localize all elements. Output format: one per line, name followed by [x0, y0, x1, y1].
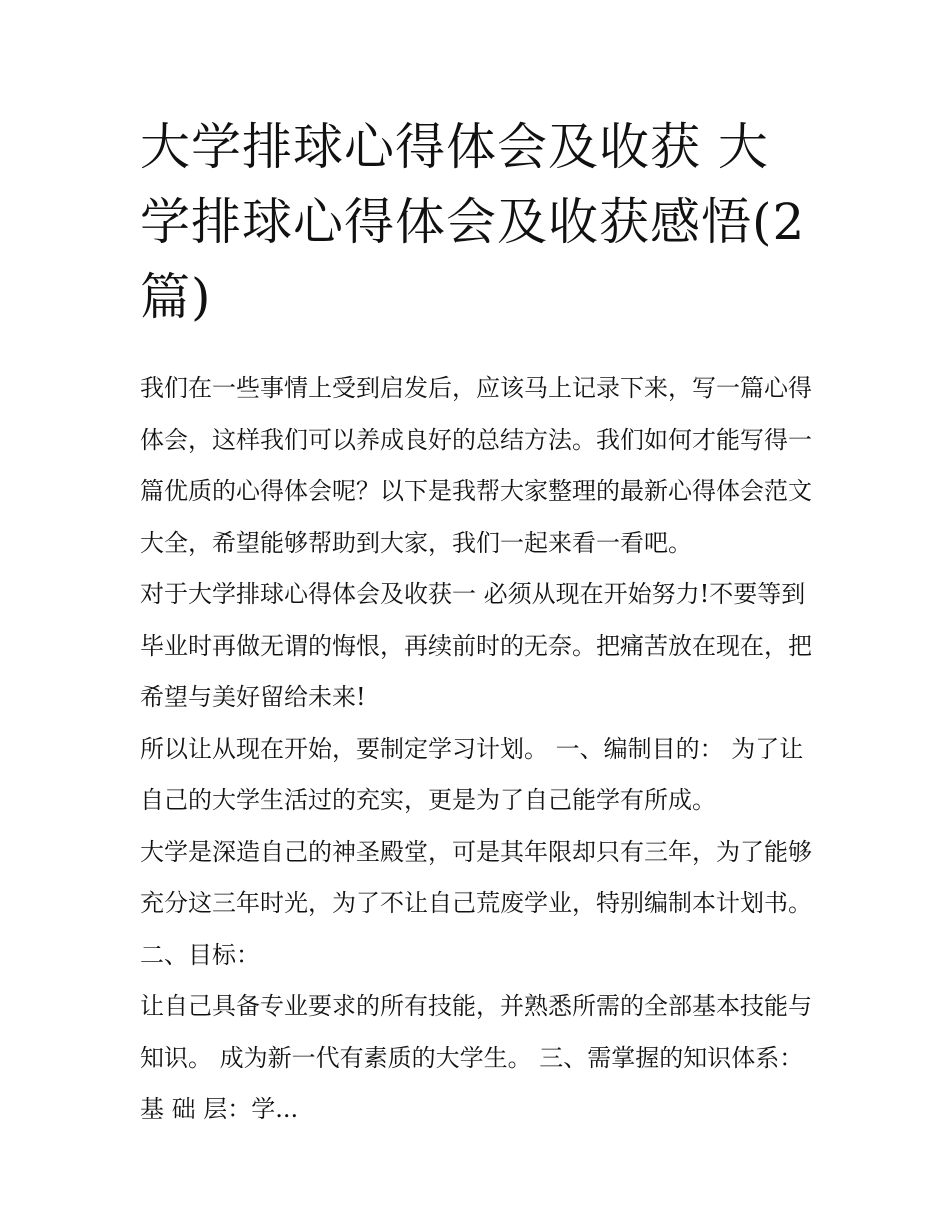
- paragraph-goals: 让自己具备专业要求的所有技能，并熟悉所需的全部基本技能与知识。 成为新一代有素质的大学生。 三、需掌握的知识体系： 基 础 层：学...: [140, 992, 812, 1123]
- document-body: [140, 363, 815, 1136]
- paragraph-intro: 我们在一些事情上受到启发后，应该马上记录下来，写一篇心得体会，这样我们可以养成良好的总结方法。我们如何才能写得一篇优质的心得体会呢？以下是我帮大家整理的最新心得体会范文大全，希望能够帮助到大家，我们一起来看一看吧。: [140, 374, 812, 557]
- document-title: 大学排球心得体会及收获 大学排球心得体会及收获感悟(2篇): [140, 118, 806, 326]
- paragraph-section-one: 对于大学排球心得体会及收获一 必须从现在开始努力!不要等到毕业时再做无谓的悔恨，再续前时的无奈。把痛苦放在现在，把希望与美好留给未来!: [140, 580, 812, 711]
- document-page: [140, 110, 815, 1136]
- paragraph-university: 大学是深造自己的神圣殿堂，可是其年限却只有三年，为了能够充分这三年时光，为了不让自己荒废学业，特别编制本计划书。 二、目标：: [140, 837, 812, 969]
- paragraph-purpose: 所以让从现在开始，要制定学习计划。 一、编制目的： 为了让自己的大学生活过的充实，更是为了自己能学有所成。: [140, 734, 804, 814]
